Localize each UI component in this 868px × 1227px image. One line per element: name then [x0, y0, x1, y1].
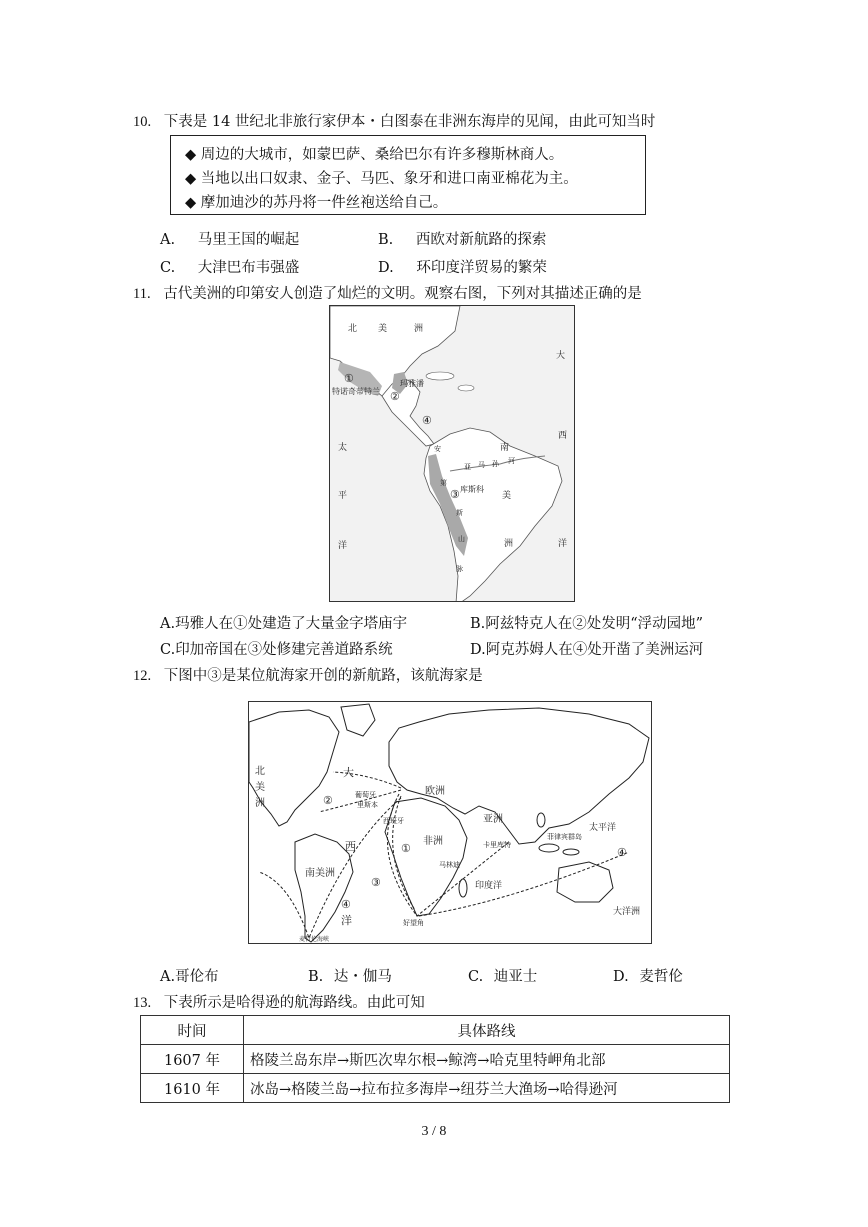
q12-australia-land — [557, 862, 613, 902]
table-row — [141, 1074, 730, 1103]
q12-stem: 下图中③是某位航海家开创的新航路，该航海家是 — [163, 668, 483, 684]
page-number: 3 / 8 — [421, 1124, 447, 1139]
q11-label-amazon-1: 亚 — [464, 463, 471, 471]
q11-option-b[interactable] — [470, 612, 703, 633]
q12-label-south-america: 南美洲 — [305, 868, 335, 879]
q12-label-pacific: 太平洋 — [589, 823, 617, 833]
q11-label-andes-1: 安 — [434, 445, 441, 453]
q12-greenland-land — [341, 704, 375, 736]
q10-option-d-letter: D. — [378, 260, 394, 276]
q12-label-africa: 非洲 — [423, 836, 443, 847]
q11-marker-4: ④ — [422, 414, 432, 427]
q12-label-magellan-strait: 麦哲伦海峡 — [299, 936, 330, 943]
q12-option-a-text: 哥伦布 — [175, 969, 219, 985]
q12-label-malindi: 马林迪 — [439, 861, 460, 869]
q10-number: 10. — [133, 114, 152, 130]
q11-option-a[interactable] — [160, 612, 407, 633]
q12-label-oceania: 大洋洲 — [613, 907, 641, 917]
q12-label-asia: 亚洲 — [483, 814, 503, 825]
q12-marker-1: ① — [401, 842, 411, 855]
q11-option-b-text: 阿兹特克人在②处发明“浮动园地” — [485, 616, 704, 632]
q10-stem: 下表是 14 世纪北非旅行家伊本・白图泰在非洲东海岸的见闻，由此可知当时 — [163, 114, 656, 130]
q13-row-2-year: 1610 年 — [141, 1074, 244, 1103]
q12-label-north-1: 北 — [255, 766, 265, 777]
q11-label-amazon-3: 孙 — [492, 460, 499, 468]
q11-option-c-text: 印加帝国在③处修建完善道路系统 — [175, 642, 393, 658]
q12-option-d-letter: D. — [613, 969, 629, 985]
q10-option-b-text: 西欧对新航路的探索 — [415, 232, 547, 248]
q12-label-indian-ocean: 印度洋 — [475, 881, 503, 891]
q11-marker-2: ② — [390, 390, 400, 403]
q11-number: 11. — [133, 286, 151, 302]
q11-marker-1: ① — [344, 372, 354, 385]
q12-stem-line — [133, 664, 483, 685]
q10-option-a[interactable] — [160, 228, 299, 249]
q12-label-atlantic-1: 大 — [343, 766, 354, 779]
q11-option-c-letter: C. — [160, 642, 176, 658]
q10-option-c-text: 大津巴布韦强盛 — [197, 260, 300, 276]
q11-label-pacific-3: 洋 — [338, 541, 348, 551]
q11-label-north-1: 北 — [348, 324, 358, 334]
q12-marker-3: ③ — [371, 876, 381, 889]
q11-label-andes-3: 斯 — [456, 509, 463, 517]
q10-option-a-letter: A. — [160, 232, 176, 248]
q13-row-1-route: 格陵兰岛东岸→斯匹次卑尔根→鲸湾→哈克里特岬角北部 — [244, 1045, 730, 1074]
q11-label-pacific-2: 平 — [338, 491, 348, 501]
q10-option-d-text: 环印度洋贸易的繁荣 — [416, 260, 547, 276]
q10-option-d[interactable] — [378, 256, 547, 277]
q12-option-a[interactable] — [160, 965, 219, 986]
q11-option-a-letter: A. — [160, 616, 176, 632]
q11-label-atlantic-2: 西 — [558, 431, 568, 441]
q10-option-c-letter: C. — [160, 260, 176, 276]
q10-stem-line — [133, 110, 655, 131]
q10-option-a-text: 马里王国的崛起 — [197, 232, 300, 248]
q10-option-c[interactable] — [160, 256, 299, 277]
q11-option-a-text: 玛雅人在①处建造了大量金字塔庙宇 — [175, 616, 408, 632]
q12-option-d[interactable] — [613, 965, 683, 986]
q10-bullet-2: ◆ 当地以出口奴隶、金子、马匹、象牙和进口南亚棉花为主。 — [185, 171, 578, 187]
q11-label-atlantic-1: 大 — [556, 351, 566, 361]
table-row — [141, 1045, 730, 1074]
q11-option-d[interactable] — [470, 638, 703, 659]
q11-label-cuzco: 库斯科 — [460, 485, 484, 494]
q11-label-andes-2: 第 — [440, 479, 447, 487]
q12-marker-4-west: ④ — [341, 898, 351, 911]
q13-stem: 下表所示是哈得逊的航海路线。由此可知 — [163, 995, 425, 1011]
q12-option-c-letter: C. — [468, 969, 484, 985]
q10-info-box — [170, 135, 646, 215]
q11-map-shapes — [330, 306, 575, 602]
q13-stem-line — [133, 991, 425, 1012]
q10-option-b-letter: B. — [378, 232, 394, 248]
q11-option-d-letter: D. — [470, 642, 486, 658]
q11-label-teotihuacan: 特诺奇蒂特兰 — [332, 387, 380, 396]
q11-marker-3: ③ — [450, 488, 460, 501]
q11-label-north-2: 美 — [378, 324, 388, 334]
q10-bullet-3: ◆ 摩加迪沙的苏丹将一件丝袍送给自己。 — [185, 195, 448, 211]
q12-option-c-text: 迪亚士 — [493, 969, 538, 985]
q11-label-pacific-1: 太 — [338, 443, 348, 453]
q12-label-north-3: 洲 — [255, 798, 265, 809]
q12-option-b-letter: B. — [308, 969, 324, 985]
q12-marker-4-east: ④ — [617, 846, 627, 859]
q12-marker-2: ② — [323, 794, 333, 807]
q13-table-header-row — [141, 1016, 730, 1045]
q11-label-south-2: 美 — [502, 491, 512, 501]
q12-label-atlantic-3: 洋 — [341, 914, 352, 927]
q12-world-map — [248, 701, 652, 944]
q12-label-atlantic-2: 西 — [345, 840, 356, 853]
q13-header-time: 时间 — [141, 1016, 244, 1045]
q13-row-2-route: 冰岛→格陵兰岛→拉布拉多海岸→纽芬兰大渔场→哈得逊河 — [244, 1074, 730, 1103]
q11-label-south-3: 洲 — [504, 539, 514, 549]
q13-header-route: 具体路线 — [244, 1016, 730, 1045]
q11-label-amazon-2: 马 — [478, 461, 485, 469]
q13-number: 13. — [133, 995, 152, 1011]
q11-stem-line — [133, 282, 642, 303]
q12-label-calicut: 卡里库特 — [483, 841, 511, 849]
q12-label-lisbon: 里斯本 — [357, 801, 378, 809]
q12-label-north-2: 美 — [255, 782, 265, 793]
q11-label-atlantic-3: 洋 — [558, 539, 568, 549]
q12-label-portugal: 葡萄牙 — [355, 791, 376, 799]
q11-option-b-letter: B. — [470, 616, 486, 632]
q11-label-amazon-4: 河 — [508, 457, 515, 465]
q11-label-andes-4: 山 — [458, 535, 465, 543]
q11-option-c[interactable] — [160, 638, 393, 659]
q12-label-philippines: 菲律宾群岛 — [547, 833, 582, 841]
q10-bullet-1: ◆ 周边的大城市，如蒙巴萨、桑给巴尔有许多穆斯林商人。 — [185, 147, 564, 163]
q12-option-c[interactable] — [468, 965, 537, 986]
q13-row-1-year: 1607 年 — [141, 1045, 244, 1074]
q12-label-cape: 好望角 — [403, 919, 424, 927]
q11-label-south-1: 南 — [500, 443, 510, 453]
q12-number: 12. — [133, 668, 152, 684]
q11-label-north-3: 洲 — [414, 324, 424, 334]
q11-label-andes-5: 脉 — [456, 565, 463, 573]
q13-route-table — [140, 1015, 730, 1103]
q12-label-europe: 欧洲 — [425, 786, 445, 797]
q11-americas-map — [329, 305, 575, 602]
q12-option-b-text: 达・伽马 — [333, 969, 392, 985]
q11-label-maya: 玛雅潘 — [400, 379, 424, 388]
q12-option-d-text: 麦哲伦 — [639, 969, 683, 985]
q12-label-spain: 西班牙 — [383, 817, 404, 825]
q12-option-b[interactable] — [308, 965, 392, 986]
q11-option-d-text: 阿克苏姆人在④处开凿了美洲运河 — [485, 642, 704, 658]
q10-option-b[interactable] — [378, 228, 546, 249]
q12-option-a-letter: A. — [160, 969, 176, 985]
q11-stem: 古代美洲的印第安人创造了灿烂的文明。观察右图，下列对其描述正确的是 — [163, 286, 642, 302]
